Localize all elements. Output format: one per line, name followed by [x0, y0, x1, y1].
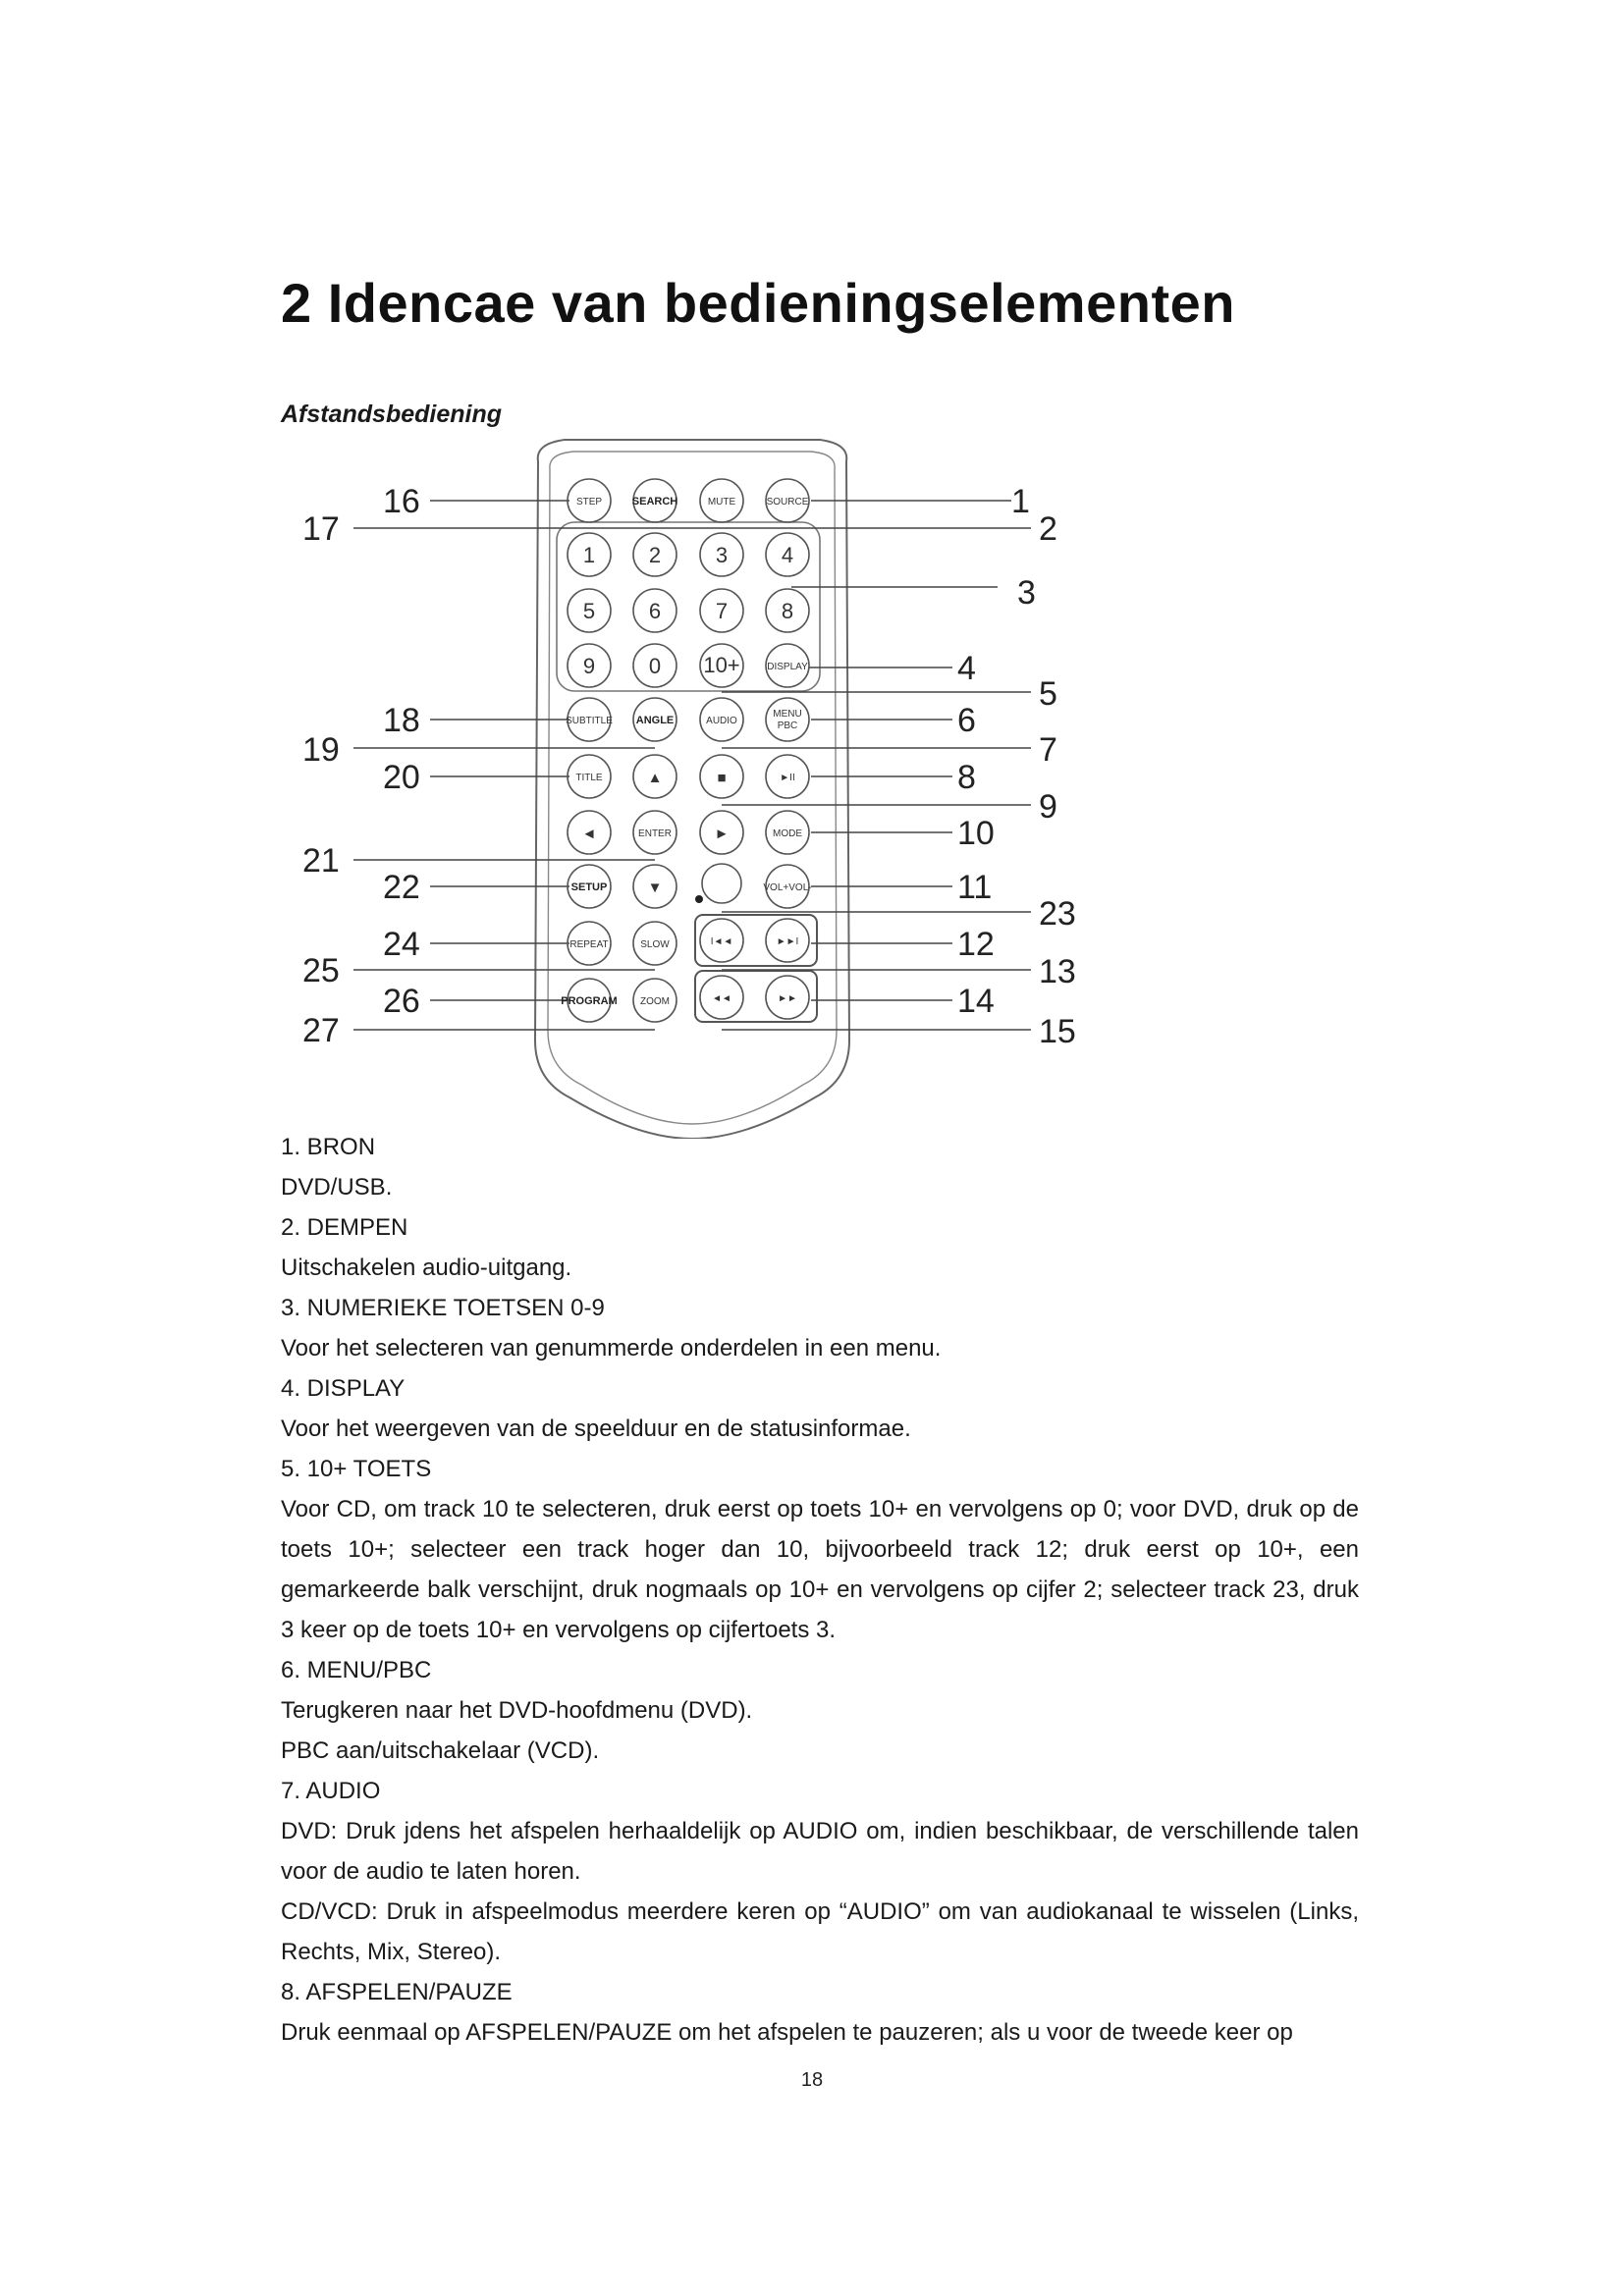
- callout-24: 24: [383, 926, 420, 963]
- item-heading: 5. 10+ TOETS: [281, 1456, 432, 1482]
- item-heading: 2. DEMPEN: [281, 1214, 408, 1241]
- key-enter: ENTER: [638, 828, 672, 839]
- callout-10: 10: [957, 815, 995, 852]
- item-text: Druk eenmaal op AFSPELEN/PAUZE om het afspelen te pauzeren; als u voor de tweede keer op: [281, 2019, 1293, 2046]
- key-menu: MENU: [773, 709, 802, 720]
- key-1: 1: [582, 543, 596, 567]
- key-10-plus: 10+: [703, 653, 740, 677]
- key-angle: ANGLE: [635, 715, 675, 726]
- description-list: [281, 1127, 1359, 2053]
- callout-21: 21: [302, 842, 340, 880]
- key-next: ►►I: [776, 936, 799, 947]
- callout-18: 18: [383, 702, 420, 739]
- item-text: DVD/USB.: [281, 1174, 393, 1201]
- item-heading: 4. DISPLAY: [281, 1375, 406, 1402]
- key-fast-forward: ►►: [778, 993, 797, 1004]
- callout-6: 6: [957, 702, 976, 739]
- item-text: DVD: Druk jdens het afspelen herhaaldelijk op AUDIO om, indien beschikbaar, de verschillende talen voor de audio te laten horen.: [281, 1818, 1359, 1885]
- page-number: 18: [800, 2069, 824, 2091]
- key-setup: SETUP: [570, 881, 608, 893]
- item-heading: 3. NUMERIEKE TOETSEN 0-9: [281, 1295, 605, 1321]
- callout-14: 14: [957, 983, 995, 1020]
- section-subtitle: Afstandsbediening: [281, 400, 503, 428]
- key-step: STEP: [575, 497, 603, 507]
- key-stop: ■: [717, 770, 727, 786]
- key-play-pause: ►II: [780, 773, 795, 783]
- key-zoom: ZOOM: [640, 996, 670, 1007]
- key-rewind: ◄◄: [712, 993, 731, 1004]
- item-text: Voor CD, om track 10 te selecteren, druk eerst op toets 10+ en vervolgens op 0; voor DVD, druk op de toets 10+; selecteer een track hoger dan 10, bijvoorbeeld track 12; druk eerst op 10+, een gemarkeerde balk verschijnt, druk nogmaals op 10+ en vervolgens op cijfer 2; selecteer track 23, druk 3 keer op de toets 10+ en vervolgens op cijfertoets 3.: [281, 1496, 1359, 1643]
- item-text: CD/VCD: Druk in afspeelmodus meerdere keren op “AUDIO” om van audiokanaal te wisselen (Links, Rechts, Mix, Stereo).: [281, 1898, 1359, 1965]
- callout-15: 15: [1039, 1013, 1076, 1050]
- key-mute: MUTE: [707, 497, 736, 507]
- callout-8: 8: [957, 759, 976, 796]
- item-heading: 1. BRON: [281, 1134, 376, 1160]
- item-text: Voor het selecteren van genummerde onderdelen in een menu.: [281, 1335, 942, 1362]
- callout-20: 20: [383, 759, 420, 796]
- callout-25: 25: [302, 952, 340, 989]
- key-4: 4: [781, 543, 794, 567]
- callout-4: 4: [957, 650, 976, 687]
- page-title: 2 Idencae van bedieningselementen: [281, 272, 1235, 334]
- item-heading: 7. AUDIO: [281, 1778, 381, 1804]
- key-title: TITLE: [575, 773, 603, 783]
- key-audio: AUDIO: [706, 716, 737, 726]
- callout-1: 1: [1011, 483, 1030, 520]
- key-source: SOURCE: [766, 497, 809, 507]
- key-display: DISPLAY: [767, 662, 808, 672]
- key-right: ►: [714, 826, 730, 842]
- key-6: 6: [648, 599, 662, 623]
- key-vol: VOL+VOL-: [763, 882, 812, 893]
- callout-12: 12: [957, 926, 995, 963]
- key-program: PROGRAM: [561, 995, 618, 1007]
- callout-lines: [353, 501, 1031, 1030]
- callout-17: 17: [302, 510, 340, 548]
- key-5: 5: [582, 599, 596, 623]
- key-subtitle: SUBTITLE: [566, 716, 613, 726]
- key-mode: MODE: [773, 828, 802, 839]
- key-9: 9: [582, 654, 596, 678]
- callout-5: 5: [1039, 675, 1057, 713]
- key-left: ◄: [581, 826, 597, 842]
- key-prev: I◄◄: [710, 936, 733, 947]
- item-text: Voor het weergeven van de speelduur en de statusinformae.: [281, 1415, 911, 1442]
- key-search: SEARCH: [631, 496, 678, 507]
- callout-11: 11: [957, 869, 993, 906]
- callout-3: 3: [1017, 574, 1036, 612]
- item-text: Terugkeren naar het DVD-hoofdmenu (DVD).: [281, 1697, 753, 1724]
- key-0: 0: [648, 654, 662, 678]
- key-pbc: PBC: [777, 721, 798, 731]
- callout-2: 2: [1039, 510, 1057, 548]
- item-heading: 8. AFSPELEN/PAUZE: [281, 1979, 513, 2005]
- item-text: Uitschakelen audio-uitgang.: [281, 1255, 572, 1281]
- callout-7: 7: [1039, 731, 1057, 769]
- callout-19: 19: [302, 731, 340, 769]
- callout-16: 16: [383, 483, 420, 520]
- key-repeat: REPEAT: [569, 939, 609, 950]
- callout-22: 22: [383, 869, 420, 906]
- callout-13: 13: [1039, 953, 1076, 990]
- callout-23: 23: [1039, 895, 1076, 933]
- key-8: 8: [781, 599, 794, 623]
- key-2: 2: [648, 543, 662, 567]
- callout-9: 9: [1039, 788, 1057, 826]
- key-7: 7: [715, 599, 729, 623]
- key-down: ▼: [647, 880, 663, 896]
- remote-control-diagram: [0, 0, 1624, 1139]
- item-heading: 6. MENU/PBC: [281, 1657, 432, 1683]
- callout-26: 26: [383, 983, 420, 1020]
- item-text: PBC aan/uitschakelaar (VCD).: [281, 1737, 600, 1764]
- key-up: ▲: [647, 770, 663, 786]
- callout-27: 27: [302, 1012, 340, 1049]
- key-3: 3: [715, 543, 729, 567]
- key-slow: SLOW: [640, 939, 670, 950]
